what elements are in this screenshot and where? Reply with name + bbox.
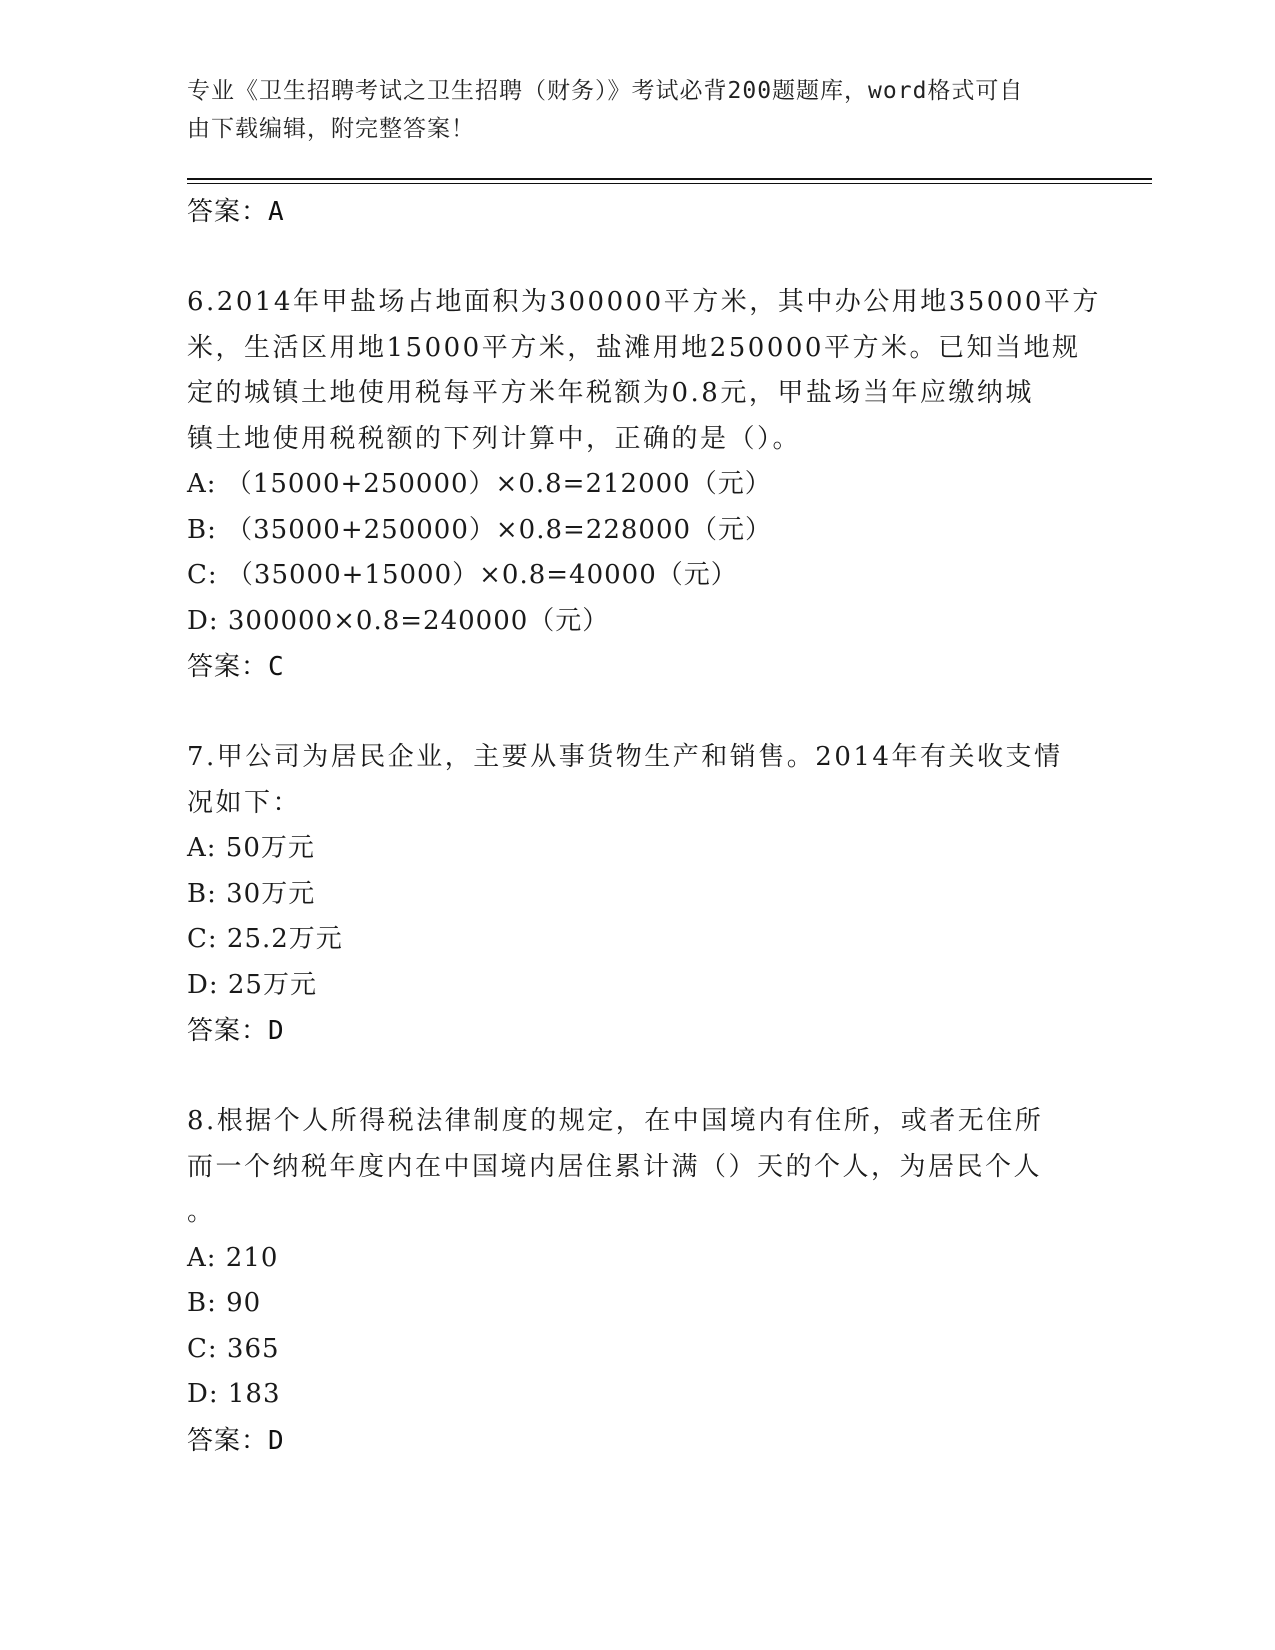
stem-line: 定的城镇土地使用税每平方米年税额为0.8元，甲盐场当年应缴纳城: [187, 378, 1034, 408]
option-c: C: （35000+15000）×0.8=40000（元）: [187, 560, 738, 590]
option-a: A: 50万元: [187, 833, 315, 863]
header-line-2: 由下载编辑，附完整答案！: [187, 116, 475, 142]
question-stem: [187, 1099, 1087, 1236]
spacer: [187, 1054, 1087, 1099]
question-7: [187, 735, 1087, 1054]
question-list: [187, 189, 1101, 1464]
stem-line: 米，生活区用地15000平方米，盐滩用地250000平方米。已知当地规: [187, 332, 1081, 363]
spacer: [187, 235, 1087, 280]
answer-line: 答案：D: [187, 1425, 285, 1456]
stem-line: 况如下：: [187, 787, 302, 818]
option-d: D: 183: [187, 1379, 281, 1409]
stem-line: 7.甲公司为居民企业，主要从事货物生产和销售。2014年有关收支情: [187, 742, 1063, 772]
question-6: [187, 280, 1101, 690]
option-d: D: 300000×0.8=240000（元）: [187, 605, 610, 636]
answer-line: 答案：C: [187, 652, 285, 682]
question-stem: [187, 735, 1087, 826]
question-stem: [187, 280, 1101, 462]
option-b: B: 90: [187, 1288, 262, 1318]
previous-answer: 答案：A: [187, 197, 285, 227]
stem-line: 而一个纳税年度内在中国境内居住累计满（）天的个人，为居民个人: [187, 1151, 1043, 1182]
question-8: [187, 1099, 1087, 1464]
header-divider-thin: [187, 183, 1152, 184]
answer-line: 答案：D: [187, 1016, 285, 1046]
option-d: D: 25万元: [187, 969, 317, 1000]
option-c: C: 365: [187, 1333, 280, 1364]
spacer: [187, 690, 1087, 735]
stem-line: 镇土地使用税税额的下列计算中，正确的是（）。: [187, 423, 802, 454]
stem-line: 。: [187, 1197, 216, 1227]
stem-line: 8.根据个人所得税法律制度的规定，在中国境内有住所，或者无住所: [187, 1106, 1044, 1136]
option-b: B: （35000+250000）×0.8=228000（元）: [187, 514, 773, 545]
document-header: [187, 72, 1087, 148]
option-a: A: （15000+250000）×0.8=212000（元）: [187, 469, 772, 499]
header-line-1: 专业《卫生招聘考试之卫生招聘（财务）》考试必背200题题库，word格式可自: [187, 78, 1024, 104]
option-a: A: 210: [187, 1242, 279, 1273]
option-b: B: 30万元: [187, 878, 316, 909]
option-c: C: 25.2万元: [187, 924, 343, 954]
stem-line: 6.2014年甲盐场占地面积为300000平方米，其中办公用地35000平方: [187, 287, 1101, 317]
header-divider-thick: [187, 178, 1152, 180]
